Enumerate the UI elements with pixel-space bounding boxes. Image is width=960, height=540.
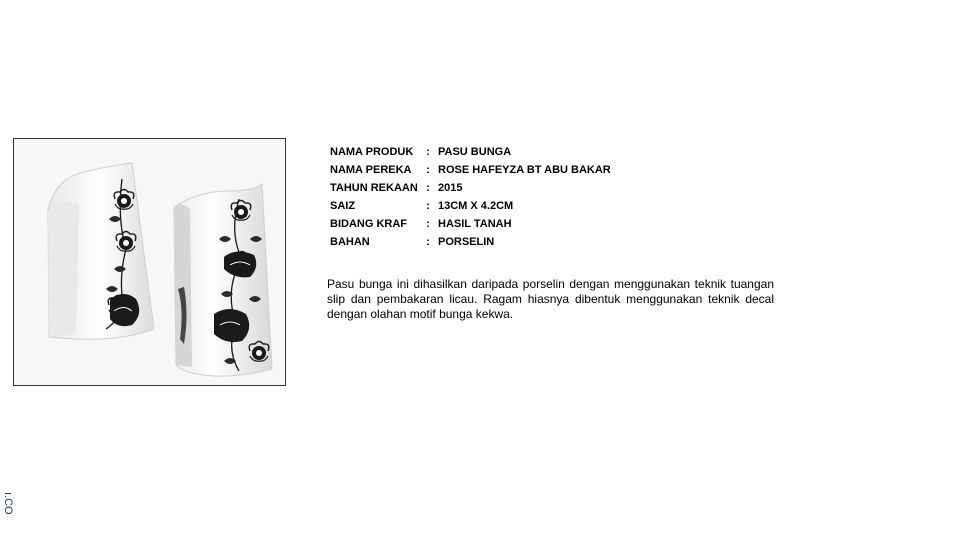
spec-separator: : xyxy=(426,217,430,230)
spec-value: PASU BUNGA xyxy=(438,145,512,158)
spec-row-design-year xyxy=(326,181,615,199)
spec-value: ROSE HAFEYZA BT ABU BAKAR xyxy=(438,163,611,176)
spec-label: NAMA PRODUK xyxy=(330,145,414,158)
spec-separator: : xyxy=(426,199,430,212)
spec-label: NAMA PEREKA xyxy=(330,163,412,176)
spec-separator: : xyxy=(426,163,430,176)
spec-value: HASIL TANAH xyxy=(438,217,512,230)
spec-label: BAHAN xyxy=(330,235,370,248)
product-description: Pasu bunga ini dihasilkan daripada porselin dengan menggunakan teknik tuangan slip dan pembakaran licau. Ragam hiasnya dibentuk menggunakan teknik decal dengan olahan motif bunga kekwa. xyxy=(327,277,774,321)
spec-row-material xyxy=(326,235,615,253)
spec-separator: : xyxy=(426,235,430,248)
spec-row-craft-field xyxy=(326,217,615,235)
spec-label: SAIZ xyxy=(330,199,356,212)
spec-label: TAHUN REKAAN xyxy=(330,181,418,194)
spec-row-size xyxy=(326,199,615,217)
spec-label: BIDANG KRAF xyxy=(330,217,407,230)
spec-row-designer xyxy=(326,163,615,181)
product-photo xyxy=(13,138,286,386)
spec-value: 2015 xyxy=(438,181,463,194)
spec-value: PORSELIN xyxy=(438,235,495,248)
vase-illustration xyxy=(14,139,285,385)
side-edge-label: ı.CO xyxy=(2,492,14,515)
spec-separator: : xyxy=(426,145,430,158)
spec-separator: : xyxy=(426,181,430,194)
product-spec-table xyxy=(326,145,615,253)
spec-value: 13CM X 4.2CM xyxy=(438,199,514,212)
spec-row-product-name xyxy=(326,145,615,163)
